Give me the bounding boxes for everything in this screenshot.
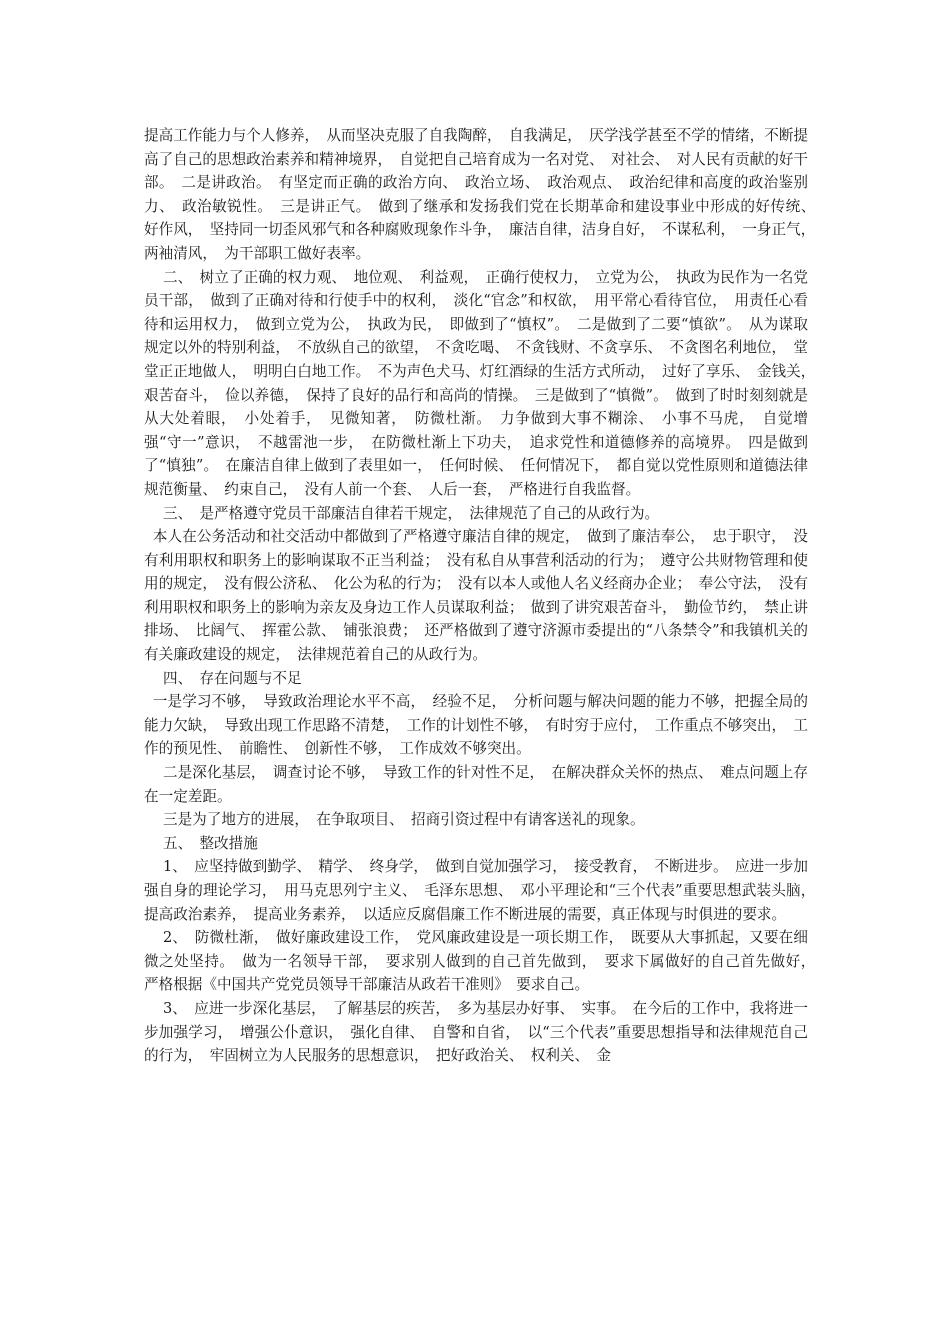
paragraph-measure-two: 2、 防微杜渐， 做好廉政建设工作， 党风廉政建设是一项长期工作， 既要从大事抓起，又要在细微之处坚持。 做为一名领导干部， 要求别人做到的自己首先做到， 要求下属做好的自己首先做好， 严格根据《中国共产党党员领导干部廉洁从政若干准则》 要求自己。 <box>144 929 823 994</box>
paragraph-measure-three: 3、 应进一步深化基层， 了解基层的疾苦， 多为基层办好事、 实事。 在今后的工作中，我将进一步加强学习， 增强公仆意识， 强化自律、 自警和自省， 以“三个代表”重要思想指导和法律规范自己的行为， 牢固树立为人民服务的思想意识， 把好政治关、 权利关、 金 <box>144 999 808 1065</box>
document-body <box>144 124 823 1068</box>
section-heading-five: 五、 整改措施 <box>162 834 258 852</box>
paragraph-problem-two: 二是深化基层， 调查讨论不够， 导致工作的针对性不足， 在解决群众关怀的热点、 难点问题上存在一定差距。 <box>144 764 808 805</box>
paragraph-measure-one: 1、 应坚持做到勤学、 精学、 终身学， 做到自觉加强学习， 接受教育， 不断进步。 应进一步加强自身的理论学习， 用马克思列宁主义、 毛泽东思想、 邓小平理论和“三个代表”重要思想武装头脑， 提高政治素养， 提高业务素养， 以适应反腐倡廉工作不断进展的需要，真正体现与时俱进的要求。 <box>144 858 823 923</box>
paragraph-self-cultivation: 提高工作能力与个人修养， 从而坚决克服了自我陶醉， 自我满足， 厌学浅学甚至不学的情绪，不断提高了自己的思想政治素养和精神境界， 自觉把自己培育成为一名对党、 对社会、 对人民有贡献的好干部。 二是讲政治。 有坚定而正确的政治方向、 政治立场、 政治观点、 政治纪律和高度的政治鉴别力、 政治敏锐性。 三是讲正气。 做到了继承和发扬我们党在长期革命和建设事业中形成的好传统、 好作风， 坚持同一切歪风邪气和各种腐败现象作斗争， 廉洁自律，洁身自好， 不谋私利， 一身正气， 两袖清风， 为干部职工做好表率。 <box>144 127 823 262</box>
paragraph-problem-three: 三是为了地方的进展， 在争取项目、 招商引资过程中有请客送礼的现象。 <box>162 811 645 829</box>
section-heading-four: 四、 存在问题与不足 <box>162 669 302 687</box>
section-heading-three: 三、 是严格遵守党员干部廉洁自律若干规定， 法律规范了自己的从政行为。 <box>162 504 660 522</box>
paragraph-power-outlook: 二、 树立了正确的权力观、 地位观、 利益观， 正确行使权力， 立党为公， 执政为民作为一名党员干部， 做到了正确对待和行使手中的权利， 淡化“官念”和权欲， 用平常心看待官位， 用责任心看待和运用权力， 做到立党为公， 执政为民， 即做到了“慎权”。 二是做到了二要“慎欲”。 从为谋取规定以外的特别利益， 不放纵自己的欲望， 不贪吃喝、 不贪钱财、不贪享乐、 不贪图名利地位， 堂堂正正地做人， 明明白白地工作。 不为声色犬马、灯红酒绿的生活方式所动， 过好了享乐、 金钱关， 艰苦奋斗， 俭以养德， 保持了良好的品行和高尚的情操。 三是做到了“慎微”。 做到了时时刻刻就是从大处着眼， 小处着手， 见微知著， 防微杜渐。 力争做到大事不糊涂、 小事不马虎， 自觉增强“守一”意识， 不越雷池一步， 在防微杜渐上下功夫， 追求党性和道德修养的高境界。 四是做到了“慎独”。 在廉洁自律上做到了表里如一， 任何时候、 任何情况下， 都自觉以党性原则和道德法律规范衡量、 约束自己， 没有人前一个套、 人后一套， 严格进行自我监督。 <box>144 268 823 498</box>
paragraph-self-discipline: 本人在公务活动和社交活动中都做到了严格遵守廉洁自律的规定， 做到了廉洁奉公， 忠于职守， 没有利用职权和职务上的影响谋取不正当利益； 没有私自从事营利活动的行为； 遵守公共财物管理和使用的规定， 没有假公济私、 化公为私的行为； 没有以本人或他人名义经商办企业； 奉公守法， 没有利用职权和职务上的影响为亲友及身边工作人员谋取利益； 做到了讲究艰苦奋斗， 勤俭节约， 禁止讲排场、 比阔气、 挥霍公款、 铺张浪费； 还严格做到了遵守济源市委提出的“八条禁令”和我镇机关的有关廉政建设的规定， 法律规范着自己的从政行为。 <box>144 528 809 664</box>
paragraph-problem-one: 一是学习不够， 导致政治理论水平不高， 经验不足， 分析问题与解决问题的能力不够，把握全局的能力欠缺， 导致出现工作思路不清楚， 工作的计划性不够， 有时穷于应付， 工作重点不够突出， 工作的预见性、 前瞻性、 创新性不够， 工作成效不够突出。 <box>144 693 809 758</box>
